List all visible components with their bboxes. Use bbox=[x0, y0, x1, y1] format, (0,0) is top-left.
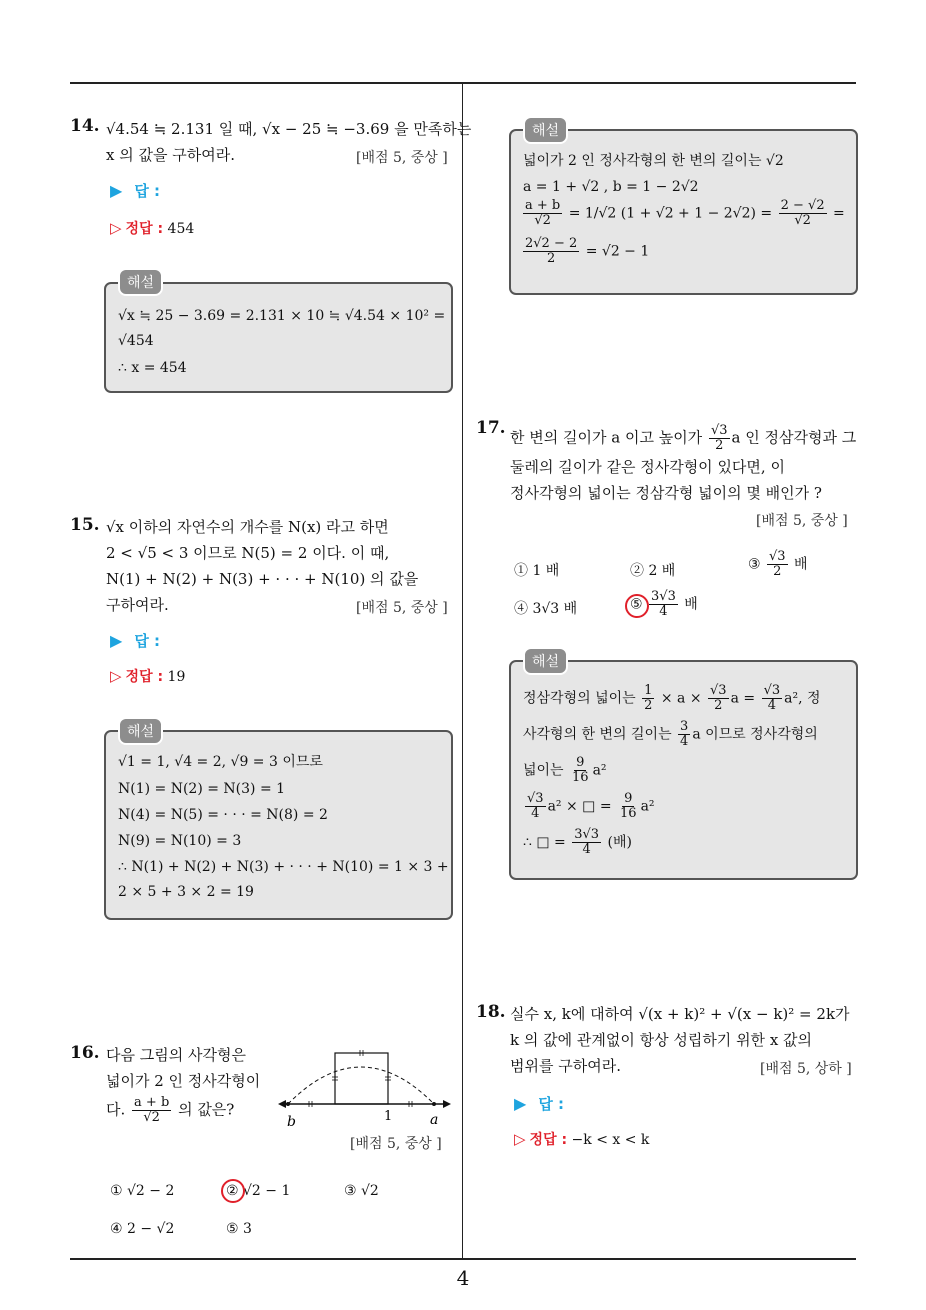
fraction-denominator: 4 bbox=[531, 806, 540, 821]
score-label: [배점 5, 중상 ] bbox=[756, 513, 848, 529]
fraction-numerator: √3 bbox=[710, 683, 727, 698]
fraction bbox=[709, 424, 730, 453]
question-text: √4.54 ≒ 2.131 일 때, √x − 25 ≒ −3.69 을 만족하는 bbox=[106, 120, 472, 138]
figure-label-one: 1 bbox=[384, 1109, 393, 1124]
question-text: k 의 값에 관계없이 항상 성립하기 위한 x 값의 bbox=[510, 1031, 813, 1049]
explanation-text: = 1/√2 (1 + √2 + 1 − 2√2) = bbox=[568, 205, 773, 222]
explanation-line: √1 = 1, √4 = 2, √9 = 3 이므로 bbox=[118, 754, 323, 770]
fraction bbox=[525, 792, 546, 821]
fraction-numerator: 3√3 bbox=[574, 827, 600, 842]
score-label: [배점 5, 상하 ] bbox=[760, 1061, 852, 1077]
fraction-numerator: √3 bbox=[527, 791, 544, 806]
explanation-tag: 해설 bbox=[118, 717, 163, 745]
figure-label-a: a bbox=[430, 1112, 439, 1128]
explanation-line: 넓이가 2 인 정사각형의 한 변의 길이는 √2 bbox=[523, 153, 784, 169]
question-text-part: 다. bbox=[106, 1100, 126, 1119]
explanation-text: 정삼각형의 넓이는 bbox=[523, 690, 636, 707]
question-number: 16. bbox=[70, 1043, 100, 1063]
explanation-text: 넓이는 bbox=[523, 762, 564, 779]
question-text: 다음 그림의 사각형은 bbox=[106, 1046, 246, 1064]
explanation-line: √454 bbox=[118, 333, 154, 349]
square-on-number-line-figure bbox=[276, 1040, 456, 1132]
triangle-outline-icon: ▷ bbox=[110, 219, 122, 237]
option-unit: 배 bbox=[684, 596, 698, 613]
explanation-tag: 해설 bbox=[523, 647, 568, 675]
explanation-line bbox=[521, 237, 649, 266]
question-text: 실수 x, k에 대하여 √(x + k)² + √(x − k)² = 2k가 bbox=[510, 1005, 850, 1023]
explanation-tag: 해설 bbox=[118, 268, 163, 296]
explanation-text: = √2 − 1 bbox=[585, 243, 650, 260]
explanation-text: 사각형의 한 변의 길이는 bbox=[523, 726, 672, 743]
play-icon: ▶ bbox=[514, 1094, 527, 1113]
question-number: 14. bbox=[70, 116, 100, 136]
explanation-text: ∴ □ = bbox=[523, 834, 566, 851]
fraction bbox=[618, 792, 639, 821]
explanation-line: N(1) = N(2) = N(3) = 1 bbox=[118, 781, 286, 797]
option-5[interactable]: ⑤ 3 bbox=[226, 1221, 252, 1237]
option-1[interactable]: ① 1 배 bbox=[514, 563, 560, 579]
question-text bbox=[106, 1096, 234, 1125]
question-text: √x 이하의 자연수의 개수를 N(x) 라고 하면 bbox=[106, 518, 389, 536]
fraction bbox=[570, 756, 591, 785]
question-text: 정사각형의 넓이는 정삼각형 넓이의 몇 배인가 ? bbox=[510, 484, 822, 502]
fraction bbox=[779, 199, 827, 228]
option-4[interactable]: ④ 2 − √2 bbox=[110, 1221, 175, 1237]
triangle-outline-icon: ▷ bbox=[110, 667, 122, 685]
score-label: [배점 5, 중상 ] bbox=[356, 600, 448, 616]
selected-answer-mark bbox=[625, 594, 649, 618]
fraction-denominator: 2 bbox=[715, 438, 724, 453]
option-2[interactable]: ② √2 − 1 bbox=[226, 1183, 291, 1199]
correct-label: 정답 : bbox=[125, 221, 164, 237]
explanation-line bbox=[523, 720, 818, 749]
question-text: N(1) + N(2) + N(3) + · · · + N(10) 의 값을 bbox=[106, 570, 419, 588]
play-icon: ▶ bbox=[110, 181, 123, 200]
fraction-denominator: 16 bbox=[620, 806, 637, 821]
fraction bbox=[523, 237, 579, 266]
question-text: 둘레의 길이가 같은 정사각형이 있다면, 이 bbox=[510, 458, 785, 476]
score-label: [배점 5, 중상 ] bbox=[350, 1136, 442, 1152]
fraction-denominator: 4 bbox=[582, 842, 591, 857]
fraction bbox=[132, 1096, 171, 1125]
explanation-tag: 해설 bbox=[523, 116, 568, 144]
explanation-line bbox=[523, 792, 655, 821]
explanation-text: a² × □ = bbox=[547, 798, 612, 815]
explanation-text: a = bbox=[730, 690, 756, 707]
question-text: 넓이가 2 인 정사각형이 bbox=[106, 1072, 261, 1090]
explanation-line bbox=[523, 828, 632, 857]
score-label: [배점 5, 중상 ] bbox=[356, 150, 448, 166]
explanation-line: $\frac{a + b}{√2}$ = 1/√2 (1 + √2 + 1 − 2√2) = $\frac{2 - √2}{√2}$ = bbox=[525, 198, 845, 228]
question-number: 18. bbox=[476, 1002, 506, 1022]
explanation-text: a 이므로 정사각형의 bbox=[692, 726, 818, 743]
answer-field[interactable] bbox=[514, 1093, 564, 1114]
fraction-numerator: 3√3 bbox=[651, 589, 676, 604]
option-3[interactable] bbox=[748, 550, 808, 579]
answer-label: 답 : bbox=[134, 632, 161, 650]
question-text: 범위를 구하여라. bbox=[510, 1057, 621, 1075]
question-text bbox=[510, 424, 856, 453]
correct-answer bbox=[110, 218, 194, 238]
explanation-text: × a × bbox=[660, 690, 702, 707]
fraction-denominator: 16 bbox=[572, 770, 589, 785]
fraction-numerator: a + b bbox=[525, 198, 561, 213]
explanation-line bbox=[523, 684, 821, 713]
correct-label: 정답 : bbox=[125, 669, 164, 685]
bottom-rule bbox=[70, 1258, 856, 1260]
fraction-denominator: 2 bbox=[714, 698, 723, 713]
fraction bbox=[649, 590, 678, 619]
fraction bbox=[767, 550, 788, 579]
question-text: x 의 값을 구하여라. bbox=[106, 146, 235, 164]
fraction bbox=[523, 199, 562, 228]
option-4[interactable]: ④ 3√3 배 bbox=[514, 601, 578, 617]
explanation-box bbox=[509, 660, 858, 880]
page-number: 4 bbox=[456, 1266, 470, 1290]
fraction-denominator: √2 bbox=[794, 213, 811, 228]
fraction-numerator: 9 bbox=[576, 755, 585, 770]
correct-value: 19 bbox=[167, 669, 186, 685]
option-marker: ③ bbox=[748, 556, 761, 573]
correct-answer bbox=[514, 1129, 649, 1149]
answer-label: 답 : bbox=[134, 182, 161, 200]
fraction-numerator: √3 bbox=[769, 549, 786, 564]
fraction-numerator: 2 − √2 bbox=[780, 198, 825, 213]
explanation-line: 2 × 5 + 3 × 2 = 19 bbox=[118, 884, 254, 900]
fraction bbox=[642, 684, 654, 713]
option-unit: 배 bbox=[794, 556, 808, 573]
top-rule bbox=[70, 82, 856, 84]
fraction-numerator: √3 bbox=[763, 683, 781, 698]
fraction-numerator: 9 bbox=[624, 791, 633, 806]
fraction-denominator: 2 bbox=[773, 564, 782, 579]
fraction bbox=[762, 684, 783, 713]
explanation-line bbox=[523, 756, 607, 785]
fraction-denominator: 4 bbox=[659, 604, 668, 619]
explanation-text: a² bbox=[592, 762, 607, 779]
answer-field[interactable] bbox=[110, 630, 160, 651]
triangle-outline-icon: ▷ bbox=[514, 1130, 526, 1148]
explanation-line: a = 1 + √2 , b = 1 − 2√2 bbox=[523, 179, 699, 195]
fraction-numerator: 2√2 − 2 bbox=[525, 236, 578, 251]
fraction-denominator: √2 bbox=[143, 1110, 160, 1125]
fraction-denominator: 2 bbox=[644, 698, 653, 713]
question-number: 17. bbox=[476, 418, 506, 438]
answer-field[interactable] bbox=[110, 180, 160, 201]
fraction-denominator: 2 bbox=[546, 251, 556, 266]
explanation-line: N(4) = N(5) = · · · = N(8) = 2 bbox=[118, 807, 328, 823]
fraction bbox=[678, 720, 690, 749]
fraction-numerator: 1 bbox=[644, 683, 653, 698]
explanation-text: a² bbox=[640, 798, 655, 815]
fraction bbox=[708, 684, 729, 713]
fraction bbox=[572, 828, 601, 857]
question-text: 구하여라. bbox=[106, 596, 169, 614]
correct-value: −k < x < k bbox=[571, 1132, 650, 1148]
fraction-numerator: a + b bbox=[134, 1095, 170, 1110]
play-icon: ▶ bbox=[110, 631, 123, 650]
answer-label: 답 : bbox=[538, 1095, 565, 1113]
explanation-line: ∴ N(1) + N(2) + N(3) + · · · + N(10) = 1 × 3 + bbox=[118, 859, 449, 875]
option-2[interactable]: ② 2 배 bbox=[630, 563, 676, 579]
correct-answer bbox=[110, 666, 185, 686]
option-3[interactable]: ③ √2 bbox=[344, 1183, 379, 1199]
fraction-denominator: √2 bbox=[534, 213, 551, 228]
explanation-text: (배) bbox=[607, 834, 632, 851]
question-text: 2 < √5 < 3 이므로 N(5) = 2 이다. 이 때, bbox=[106, 544, 390, 562]
option-marker: ⑤ bbox=[630, 596, 643, 613]
explanation-line: ∴ x = 454 bbox=[118, 360, 187, 376]
explanation-box bbox=[104, 282, 453, 393]
question-text-part: 한 변의 길이가 a 이고 높이가 bbox=[510, 428, 703, 447]
question-text-part: 의 값은? bbox=[178, 1100, 235, 1119]
fraction-numerator: √3 bbox=[710, 423, 728, 438]
correct-value: 454 bbox=[167, 221, 195, 237]
fraction-numerator: 3 bbox=[680, 719, 689, 734]
explanation-box bbox=[509, 129, 858, 295]
selected-answer-mark bbox=[221, 1179, 245, 1203]
correct-label: 정답 : bbox=[529, 1132, 568, 1148]
explanation-box bbox=[104, 730, 453, 920]
fraction-denominator: 4 bbox=[767, 698, 776, 713]
explanation-line: N(9) = N(10) = 3 bbox=[118, 833, 242, 849]
column-divider bbox=[462, 84, 463, 1258]
option-1[interactable]: ① √2 − 2 bbox=[110, 1183, 175, 1199]
explanation-line: √x ≒ 25 − 3.69 = 2.131 × 10 ≒ √4.54 × 10² = bbox=[118, 308, 446, 324]
figure-label-b: b bbox=[287, 1114, 296, 1130]
question-text-part: a 인 정삼각형과 그 bbox=[731, 428, 857, 447]
explanation-text: a², 정 bbox=[784, 690, 821, 707]
question-number: 15. bbox=[70, 515, 100, 535]
fraction-denominator: 4 bbox=[680, 734, 689, 749]
